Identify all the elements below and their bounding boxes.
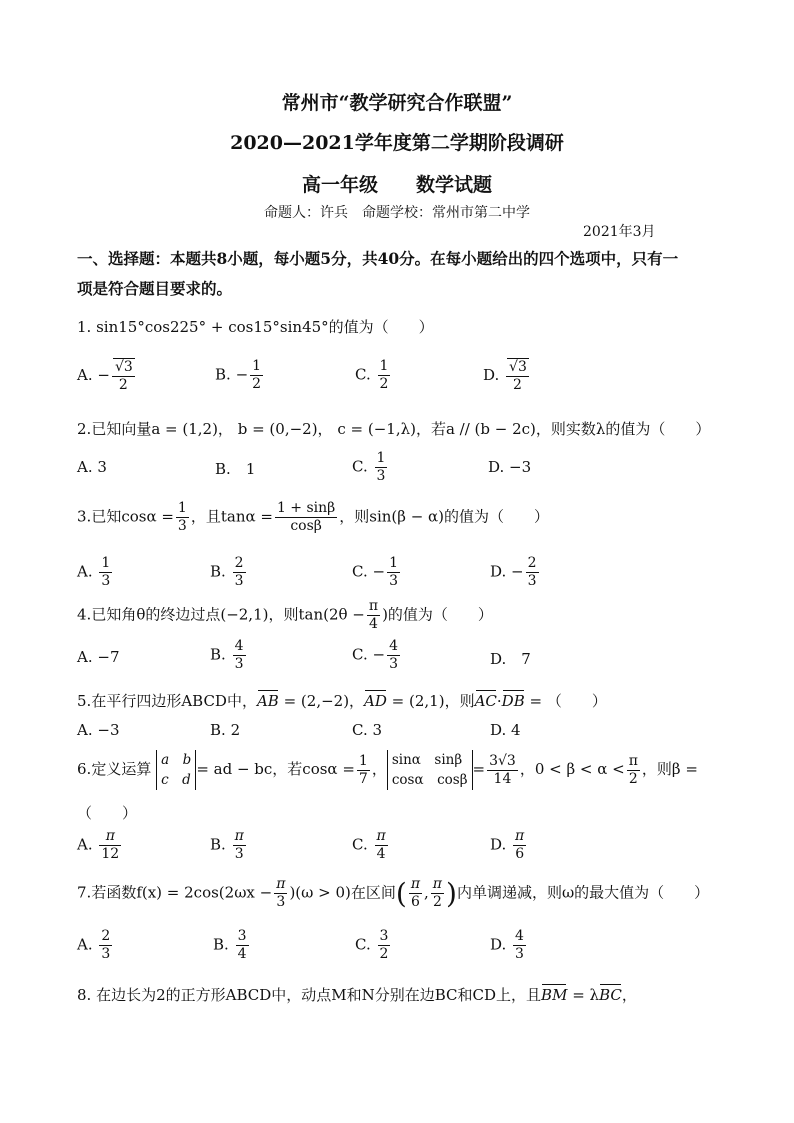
option-fraction (233, 638, 246, 673)
option-fraction (375, 828, 388, 863)
question-text: 若函数f(x) = 2cos(2ωx − (91, 883, 273, 902)
fraction-numerator: 2 (527, 555, 537, 571)
option-fraction (513, 928, 526, 963)
option-sign: − (372, 562, 386, 581)
q2-option-a (77, 458, 107, 476)
fraction-numerator: 1 (379, 358, 389, 374)
vector-ad: AD (364, 692, 387, 710)
fraction-numerator: 4 (389, 638, 398, 654)
fraction-denominator: 3 (233, 845, 246, 863)
fraction-denominator: 2 (379, 946, 389, 962)
option-fraction (526, 555, 539, 590)
question-fraction (367, 598, 380, 633)
question-5 (77, 690, 607, 711)
fraction-denominator: 3 (515, 946, 524, 962)
option-fraction (233, 828, 246, 863)
fraction-numerator: π (628, 752, 638, 769)
option-label: C. (352, 645, 368, 664)
option-value: 7 (521, 650, 531, 668)
option-value: −3 (509, 458, 532, 476)
question-number: 5. (77, 692, 92, 710)
fraction-numerator: 3 (237, 928, 247, 944)
question-text: 在边长为2的正方形ABCD中，动点M和N分别在边BC和CD上，且 (96, 986, 542, 1004)
q7-option-c (355, 928, 392, 963)
option-label: B. (210, 562, 226, 581)
question-tail: ，则sin(β − α)的值为（ ） (339, 507, 550, 526)
q6-option-c (352, 828, 390, 863)
option-label: C. (352, 562, 368, 581)
question-fraction (357, 753, 370, 788)
fraction-denominator: 2 (379, 376, 389, 392)
question-number: 7. (77, 883, 92, 902)
question-fraction (627, 753, 640, 788)
fraction-numerator: 1 + sinβ (276, 500, 336, 516)
q6-option-d (490, 828, 528, 863)
fraction-denominator: 3 (177, 518, 187, 534)
q1-option-d (483, 358, 531, 394)
question-text: ， (371, 760, 387, 778)
fraction-denominator: 2 (112, 376, 135, 394)
question-text: = ad − bc，若cosα = (196, 760, 355, 778)
fraction-denominator: 3 (101, 573, 111, 589)
option-label: D. (490, 721, 507, 739)
vector-a: a = (1,2)， (151, 420, 233, 438)
fraction-denominator: 2 (506, 376, 529, 394)
parallel-condition: a // (b − 2c) (445, 420, 536, 438)
question-6 (77, 750, 698, 790)
vector-ab: AB (256, 692, 279, 710)
fraction-numerator: 2 (101, 928, 111, 944)
fraction-numerator: π (105, 828, 115, 844)
question-number: 1. (77, 318, 92, 336)
option-label: D. (490, 835, 507, 854)
option-label: A. (77, 935, 93, 954)
question-number: 3. (77, 507, 92, 526)
option-value: −7 (97, 648, 120, 666)
interval-right-paren: ) (446, 877, 457, 910)
option-label: B. (210, 721, 226, 739)
q3-option-a (77, 555, 114, 590)
q4-option-b (210, 638, 248, 673)
option-fraction (233, 555, 246, 590)
exam-date: 2021年3月 (583, 224, 656, 240)
exam-title-line3: 高一年级 数学试题 (301, 174, 492, 196)
option-sign: − (511, 562, 524, 581)
option-fraction (99, 828, 121, 863)
option-label: A. (77, 366, 93, 384)
question-4 (77, 598, 493, 633)
determinant-row: sinα sinβ (391, 752, 463, 768)
vector-value: = (2,−2)， (278, 692, 365, 710)
question-fraction (274, 876, 287, 911)
determinant-trig (387, 750, 473, 790)
exam-title-line1: 常州市“教学研究合作联盟” (281, 92, 513, 114)
option-label: C. (352, 835, 368, 854)
question-fraction (275, 500, 337, 535)
option-label: C. (355, 365, 371, 384)
section-heading-line1: 一、选择题：本题共8小题，每小题5分，共40分。在每小题给出的四个选项中，只有一 (77, 249, 679, 268)
q6-answer-blank: （ ） (77, 804, 138, 822)
option-label: D. (488, 458, 505, 476)
question-fraction (431, 876, 444, 911)
fraction-denominator: 2 (431, 893, 444, 911)
question-tail: = （ ） (524, 692, 607, 710)
question-text: ，0 < β < α < (519, 760, 625, 778)
vector-db: DB (501, 692, 525, 710)
q3-option-b (210, 555, 248, 590)
fraction-numerator: 2 (234, 555, 244, 571)
q5-option-a (77, 721, 120, 739)
option-label: A. (77, 835, 93, 854)
fraction-denominator: 3 (234, 656, 244, 672)
fraction-denominator: 3 (527, 573, 537, 589)
fraction-numerator: π (432, 876, 442, 892)
question-tail: ，则实数λ的值为（ ） (535, 420, 711, 438)
fraction-numerator: √3 (114, 359, 133, 375)
option-label: C. (352, 457, 368, 476)
fraction-denominator: 2 (252, 376, 262, 392)
option-fraction (506, 358, 529, 394)
q3-option-c (352, 555, 402, 590)
option-fraction (387, 555, 400, 590)
fraction-denominator: 3 (274, 893, 287, 911)
vector-bc: BC (599, 986, 622, 1004)
q5-option-d (490, 721, 521, 739)
option-label: C. (355, 935, 371, 954)
option-label: B. (215, 365, 231, 384)
fraction-denominator: 12 (101, 846, 120, 862)
fraction-numerator: 3√3 (489, 752, 516, 769)
fraction-numerator: 1 (101, 555, 111, 571)
fraction-numerator: 4 (234, 638, 244, 654)
vector-ac: AC (474, 692, 497, 710)
question-number: 4. (77, 605, 92, 624)
option-label: B. (213, 935, 229, 954)
option-label: A. (77, 721, 93, 739)
fraction-numerator: π (410, 876, 421, 892)
fraction-denominator: 4 (375, 845, 388, 863)
fraction-numerator: π (515, 828, 525, 844)
fraction-numerator: √3 (509, 359, 527, 375)
fraction-numerator: π (368, 598, 379, 614)
option-value: 1 (245, 460, 256, 478)
q1-option-c (355, 358, 392, 393)
q5-option-c (352, 721, 382, 739)
option-label: C. (352, 721, 368, 739)
option-label: A. (77, 648, 93, 666)
option-label: D. (490, 562, 507, 581)
q4-option-d (490, 648, 531, 669)
option-label: A. (77, 458, 93, 476)
option-sign: − (235, 365, 249, 384)
option-fraction (378, 358, 391, 393)
option-value: 3 (97, 458, 107, 476)
option-label: A. (77, 562, 93, 581)
question-text: )(ω > 0)在区间 (289, 883, 396, 902)
fraction-denominator: 3 (389, 573, 398, 589)
q6-option-b (210, 828, 248, 863)
interval-comma: , (424, 883, 429, 902)
q2-option-d (488, 458, 531, 476)
question-number: 6. (77, 760, 92, 778)
determinant-row: c d (161, 772, 191, 788)
option-value: 2 (230, 721, 241, 739)
question-3 (77, 500, 549, 535)
question-fraction (176, 500, 189, 535)
fraction-numerator: 1 (358, 752, 368, 769)
question-8 (77, 984, 637, 1005)
question-text: 已知向量 (91, 420, 152, 438)
q4-option-a (77, 648, 120, 666)
option-value: 4 (511, 721, 521, 739)
fraction-numerator: 1 (389, 555, 398, 571)
option-fraction (375, 450, 388, 485)
q7-option-a (77, 928, 114, 963)
question-7 (77, 876, 709, 911)
question-2 (77, 418, 710, 439)
interval-left-paren: ( (395, 877, 407, 910)
fraction-denominator: 14 (487, 770, 518, 788)
fraction-numerator: 1 (252, 358, 262, 374)
q1-option-b (215, 358, 265, 393)
question-number: 8. (77, 986, 92, 1004)
option-sign: − (97, 366, 110, 384)
determinant-row: a b (161, 752, 192, 768)
fraction-denominator: 3 (101, 946, 111, 962)
fraction-numerator: 4 (515, 928, 524, 944)
fraction-denominator: 3 (376, 468, 386, 484)
option-fraction (236, 928, 249, 963)
option-fraction (99, 555, 112, 590)
question-text: = λ (567, 986, 600, 1004)
question-number: 2. (77, 420, 92, 438)
option-sign: − (372, 645, 386, 664)
question-tail: ，则β = (641, 760, 698, 778)
fraction-denominator: 6 (513, 845, 526, 863)
section-heading-line2: 项是符合题目要求的。 (77, 279, 233, 298)
question-text: 定义运算 (91, 760, 152, 778)
fraction-denominator: 7 (358, 770, 368, 787)
vector-c: c = (−1,λ)，若 (337, 420, 446, 438)
question-fraction (487, 753, 518, 788)
question-1 (77, 316, 434, 337)
question-tail: 的值为（ ） (328, 318, 434, 336)
fraction-numerator: π (376, 828, 386, 844)
q3-option-d (490, 555, 541, 590)
fraction-denominator: 6 (409, 893, 422, 911)
question-tail: ， (621, 986, 637, 1004)
option-fraction (387, 638, 400, 673)
determinant-abcd (156, 750, 196, 790)
q5-option-b (210, 721, 240, 739)
question-tail: )的值为（ ） (382, 605, 493, 624)
fraction-denominator: cosβ (275, 517, 337, 535)
fraction-numerator: 1 (177, 500, 187, 516)
option-value: −3 (97, 721, 120, 739)
determinant-row: cosα cosβ (391, 772, 468, 788)
dot-operator: · (496, 692, 502, 710)
question-expression: sin15°cos225° + cos15°sin45° (96, 318, 329, 336)
q1-option-a (77, 358, 137, 394)
fraction-numerator: π (234, 828, 244, 844)
option-fraction (378, 928, 391, 963)
vector-b: b = (0,−2)， (237, 420, 333, 438)
question-text: ，且tanα = (190, 507, 273, 526)
option-fraction (513, 828, 526, 863)
vector-value: = (2,1)，则 (386, 692, 475, 710)
fraction-denominator: 2 (627, 770, 640, 788)
question-text: 在平行四边形ABCD中， (91, 692, 257, 710)
q2-option-b (215, 458, 255, 479)
option-fraction (112, 358, 135, 394)
option-label: B. (210, 835, 226, 854)
q4-option-c (352, 638, 402, 673)
fraction-denominator: 4 (367, 615, 380, 633)
fraction-denominator: 4 (237, 946, 247, 962)
option-label: D. (490, 935, 507, 954)
option-label: B. (210, 645, 226, 664)
fraction-denominator: 3 (234, 573, 244, 589)
question-text: = (472, 760, 486, 778)
fraction-numerator: π (276, 876, 286, 892)
question-text: 已知cosα = (91, 507, 174, 526)
exam-authors: 命题人：许兵 命题学校：常州市第二中学 (264, 205, 530, 221)
question-fraction (409, 876, 422, 911)
option-fraction (250, 358, 263, 393)
fraction-numerator: 3 (379, 928, 389, 944)
option-fraction (99, 928, 112, 963)
q7-option-b (213, 928, 251, 963)
option-label: B. (215, 460, 231, 478)
option-label: D. (483, 366, 500, 384)
option-value: 3 (372, 721, 383, 739)
question-text: 已知角θ的终边过点(−2,1)，则tan(2θ − (91, 605, 365, 624)
option-label: D. (490, 650, 507, 668)
exam-title-line2: 2020—2021学年度第二学期阶段调研 (230, 132, 564, 154)
fraction-denominator: 3 (389, 656, 398, 672)
vector-bm: BM (541, 986, 568, 1004)
q7-option-d (490, 928, 528, 963)
fraction-numerator: 1 (376, 450, 386, 466)
q6-option-a (77, 828, 123, 863)
question-tail: 内单调递减，则ω的最大值为（ ） (456, 883, 710, 902)
q2-option-c (352, 450, 389, 485)
